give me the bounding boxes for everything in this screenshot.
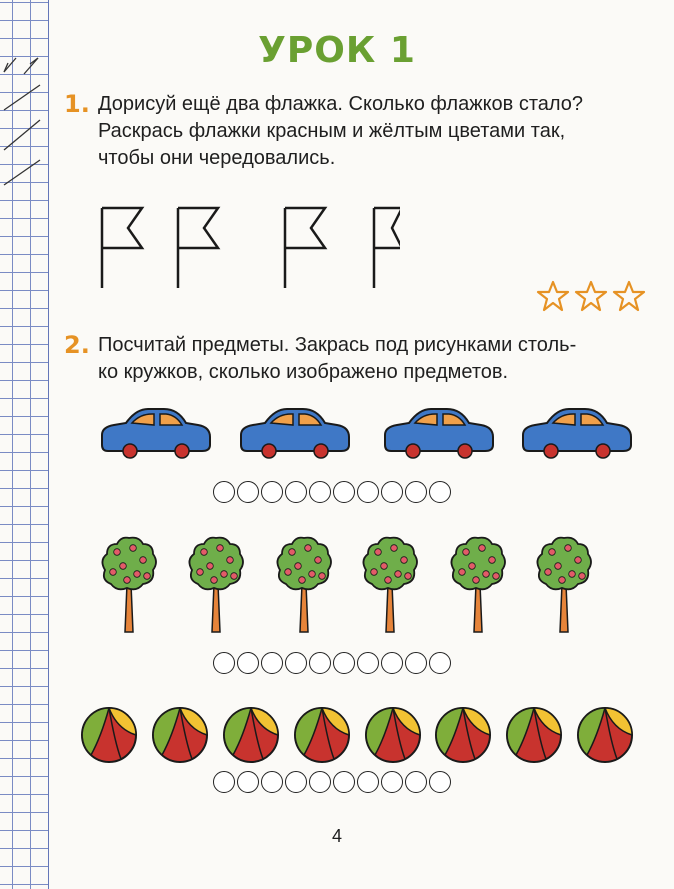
answer-circle[interactable] (261, 481, 283, 503)
ball-icon (436, 708, 490, 762)
ball-icon (507, 708, 561, 762)
tree-icon (537, 538, 591, 632)
answer-circle[interactable] (261, 771, 283, 793)
answer-circle[interactable] (285, 481, 307, 503)
star-icon (614, 282, 644, 310)
flag-icon[interactable] (285, 208, 325, 288)
answer-circle[interactable] (429, 652, 451, 674)
task-2 (64, 332, 644, 386)
circles-row-trees[interactable] (213, 652, 451, 674)
answer-circle[interactable] (405, 481, 427, 503)
task-line: Раскрась флажки красным и жёлтым цветами так, (98, 120, 566, 142)
star-icon (576, 282, 606, 310)
page-title: УРОК 1 (258, 30, 416, 71)
answer-circle[interactable] (309, 481, 331, 503)
tree-icon (277, 538, 331, 632)
answer-circle[interactable] (333, 652, 355, 674)
answer-circle[interactable] (237, 771, 259, 793)
answer-circle[interactable] (309, 771, 331, 793)
car-icon (241, 409, 349, 458)
task-text (98, 91, 644, 172)
car-icon (102, 409, 210, 458)
star-icon (538, 282, 568, 310)
tree-icon (189, 538, 243, 632)
answer-circle[interactable] (405, 652, 427, 674)
answer-circle[interactable] (333, 771, 355, 793)
ball-icon (82, 708, 136, 762)
flags-drawing[interactable] (80, 200, 400, 295)
rating-stars[interactable] (536, 280, 648, 314)
answer-circle[interactable] (357, 652, 379, 674)
answer-circle[interactable] (213, 652, 235, 674)
answer-circle[interactable] (381, 652, 403, 674)
answer-circle[interactable] (381, 771, 403, 793)
task-line: ко кружков, сколько изображено предметов. (98, 361, 509, 383)
circles-row-cars[interactable] (213, 481, 451, 503)
ball-icon (295, 708, 349, 762)
answer-circle[interactable] (429, 481, 451, 503)
task-line: Дорисуй ещё два флажка. Сколько флажков стало? (98, 93, 584, 115)
car-icon (523, 409, 631, 458)
answer-circle[interactable] (333, 481, 355, 503)
task-line: Посчитай предметы. Закрась под рисунками столь- (98, 334, 577, 356)
answer-circle[interactable] (405, 771, 427, 793)
answer-circle[interactable] (429, 771, 451, 793)
task-number: 2. (64, 331, 90, 359)
ball-icon (578, 708, 632, 762)
answer-circle[interactable] (261, 652, 283, 674)
task-1 (64, 91, 644, 172)
ball-icon (366, 708, 420, 762)
answer-circle[interactable] (237, 652, 259, 674)
task-line: чтобы они чередовались. (98, 147, 336, 169)
answer-circle[interactable] (237, 481, 259, 503)
ball-icon (224, 708, 278, 762)
tree-icon (363, 538, 417, 632)
answer-circle[interactable] (213, 771, 235, 793)
flag-icon[interactable] (102, 208, 142, 288)
task-number: 1. (64, 90, 90, 118)
page-number: 4 (331, 826, 342, 846)
answer-circle[interactable] (213, 481, 235, 503)
tree-icon (102, 538, 156, 632)
ball-icon (153, 708, 207, 762)
answer-circle[interactable] (309, 652, 331, 674)
car-icon (385, 409, 493, 458)
answer-circle[interactable] (285, 771, 307, 793)
answer-circle[interactable] (285, 652, 307, 674)
task-text (98, 332, 644, 386)
circles-row-balls[interactable] (213, 771, 451, 793)
tree-icon (451, 538, 505, 632)
flag-icon[interactable] (374, 208, 400, 288)
grid-margin (0, 0, 49, 889)
answer-circle[interactable] (381, 481, 403, 503)
answer-circle[interactable] (357, 481, 379, 503)
answer-circle[interactable] (357, 771, 379, 793)
flag-icon[interactable] (178, 208, 218, 288)
